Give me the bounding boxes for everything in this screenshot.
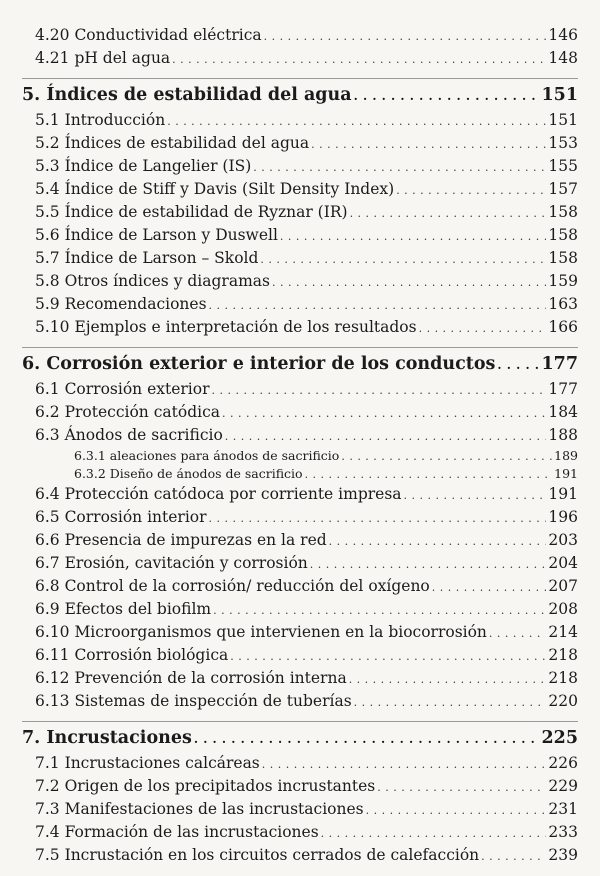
toc-entry-title: 4.20 Conductividad eléctrica [35, 26, 262, 44]
dot-leader [419, 317, 547, 340]
toc-page-number: 196 [548, 508, 578, 526]
toc-entry-title: 6.2 Protección catódica [35, 403, 220, 421]
toc-entry-title: 6.4 Protección catódoca por corriente impresa [35, 485, 402, 503]
toc-entry-title: 7.5 Incrustación en los circuitos cerrados de calefacción [35, 846, 480, 864]
toc-page-number: 189 [554, 448, 578, 463]
toc-entry-title: 7.3 Manifestaciones de las incrustaciones [35, 800, 364, 818]
toc-page-number: 191 [554, 466, 578, 481]
dot-leader [209, 294, 547, 317]
toc-entry [22, 575, 578, 598]
toc-page-number: 218 [548, 646, 578, 664]
toc-entry [22, 178, 578, 201]
toc-page-number: 151 [541, 85, 578, 105]
toc-entry [22, 247, 578, 270]
toc-entry-title: 6.12 Prevención de la corrosión interna [35, 669, 347, 687]
dot-leader [209, 507, 547, 530]
dot-leader [260, 248, 546, 271]
toc-entry [22, 316, 578, 339]
toc-entry [22, 47, 578, 70]
chapter-divider [22, 78, 578, 79]
toc-page-number: 155 [548, 157, 578, 175]
toc-entry-title: 6.3.1 aleaciones para ánodos de sacrificio [74, 448, 340, 463]
toc-entry-title: 5.2 Índices de estabilidad del agua [35, 134, 310, 152]
toc-entry-title: 6.11 Corrosión biológica [35, 646, 229, 664]
toc-entry-title: 6.1 Corrosión exterior [35, 380, 210, 398]
toc-chapter-heading [22, 726, 578, 751]
dot-leader [404, 484, 547, 507]
dot-leader [272, 271, 546, 294]
chapter-divider [22, 721, 578, 722]
toc-entry-title: 7. Incrustaciones [22, 728, 192, 748]
dot-leader [280, 225, 546, 248]
toc-entry [22, 401, 578, 424]
toc-page-number: 151 [548, 111, 578, 129]
toc-page-number: 226 [548, 754, 578, 772]
chapter-divider [22, 347, 578, 348]
toc-page-number: 184 [548, 403, 578, 421]
toc-entry [22, 378, 578, 401]
toc-page-number: 163 [548, 295, 578, 313]
toc-entry [22, 598, 578, 621]
toc-entry-title: 6. Corrosión exterior e interior de los conductos [22, 354, 496, 374]
toc-page-number: 203 [548, 531, 578, 549]
toc-page-number: 191 [548, 485, 578, 503]
toc-page-number: 153 [548, 134, 578, 152]
toc-entry [22, 506, 578, 529]
toc-entry-title: 6.6 Presencia de impurezas en la red [35, 531, 327, 549]
dot-leader [432, 576, 547, 599]
toc-subentry [22, 447, 578, 465]
toc-entry [22, 24, 578, 47]
dot-leader [222, 402, 546, 425]
toc-entry [22, 201, 578, 224]
toc-entry-title: 6.10 Microorganismos que intervienen en la biocorrosión [35, 623, 487, 641]
toc-entry [22, 155, 578, 178]
toc-entry-title: 6.8 Control de la corrosión/ reducción del oxígeno [35, 577, 430, 595]
toc-entry [22, 529, 578, 552]
toc-entry [22, 109, 578, 132]
table-of-contents [22, 24, 578, 867]
toc-entry-title: 5.7 Índice de Larson – Skold [35, 249, 259, 267]
toc-page-number: 225 [541, 728, 578, 748]
toc-entry-title: 5.1 Introducción [35, 111, 166, 129]
toc-page-number: 146 [548, 26, 578, 44]
dot-leader [377, 776, 546, 799]
dot-leader [311, 133, 546, 156]
toc-page-number: 188 [548, 426, 578, 444]
toc-entry-title: 5.8 Otros índices y diagramas [35, 272, 270, 290]
dot-leader [213, 599, 546, 622]
toc-entry [22, 644, 578, 667]
dot-leader [194, 727, 540, 752]
dot-leader [354, 84, 540, 109]
toc-entry-title: 7.4 Formación de las incrustaciones [35, 823, 319, 841]
toc-page-number: 220 [548, 692, 578, 710]
toc-entry [22, 844, 578, 867]
dot-leader [225, 425, 547, 448]
dot-leader [354, 691, 547, 714]
toc-page-number: 207 [548, 577, 578, 595]
dot-leader [329, 530, 547, 553]
dot-leader [253, 156, 546, 179]
toc-entry-title: 4.21 pH del agua [35, 49, 171, 67]
toc-page-number: 158 [548, 226, 578, 244]
toc-page-number: 177 [548, 380, 578, 398]
dot-leader [167, 110, 546, 133]
dot-leader [366, 799, 547, 822]
toc-entry [22, 224, 578, 247]
toc-entry-title: 5. Índices de estabilidad del agua [22, 85, 352, 105]
toc-entry-title: 6.7 Erosión, cavitación y corrosión [35, 554, 308, 572]
toc-page-number: 233 [548, 823, 578, 841]
toc-page-number: 218 [548, 669, 578, 687]
toc-page-number: 229 [548, 777, 578, 795]
dot-leader [321, 822, 547, 845]
toc-entry [22, 293, 578, 316]
toc-entry-title: 5.10 Ejemplos e interpretación de los resultados [35, 318, 417, 336]
toc-chapter-heading [22, 83, 578, 108]
toc-page-number: 166 [548, 318, 578, 336]
toc-entry [22, 752, 578, 775]
toc-entry-title: 5.6 Índice de Larson y Duswell [35, 226, 278, 244]
dot-leader [481, 845, 546, 868]
toc-entry-title: 7.1 Incrustaciones calcáreas [35, 754, 260, 772]
toc-entry-title: 5.5 Índice de estabilidad de Ryznar (IR) [35, 203, 348, 221]
dot-leader [230, 645, 546, 668]
dot-leader [489, 622, 546, 645]
toc-page-number: 214 [548, 623, 578, 641]
dot-leader [262, 753, 547, 776]
dot-leader [350, 202, 547, 225]
toc-entry-title: 5.3 Índice de Langelier (IS) [35, 157, 252, 175]
dot-leader [349, 668, 547, 691]
toc-subentry [22, 465, 578, 483]
toc-page-number: 159 [548, 272, 578, 290]
toc-entry [22, 775, 578, 798]
toc-page-number: 157 [548, 180, 578, 198]
toc-page-number: 158 [548, 203, 578, 221]
dot-leader [212, 379, 547, 402]
toc-entry-title: 6.3 Ánodos de sacrificio [35, 426, 223, 444]
toc-entry-title: 5.4 Índice de Stiff y Davis (Silt Density Index) [35, 180, 395, 198]
toc-entry [22, 424, 578, 447]
toc-entry [22, 667, 578, 690]
toc-entry-title: 6.3.2 Diseño de ánodos de sacrificio [74, 466, 303, 481]
toc-entry [22, 483, 578, 506]
toc-page-number: 204 [548, 554, 578, 572]
toc-entry [22, 270, 578, 293]
dot-leader [264, 25, 547, 48]
toc-entry-title: 6.9 Efectos del biofilm [35, 600, 212, 618]
dot-leader [396, 179, 546, 202]
dot-leader [172, 48, 546, 71]
toc-page-number: 239 [548, 846, 578, 864]
toc-page-number: 208 [548, 600, 578, 618]
toc-entry-title: 7.2 Origen de los precipitados incrustantes [35, 777, 376, 795]
toc-entry [22, 621, 578, 644]
dot-leader [341, 448, 552, 466]
dot-leader [497, 353, 539, 378]
toc-entry [22, 132, 578, 155]
toc-page-number: 231 [548, 800, 578, 818]
toc-entry [22, 552, 578, 575]
dot-leader [305, 466, 553, 484]
toc-entry [22, 798, 578, 821]
toc-page-number: 158 [548, 249, 578, 267]
toc-page-number: 148 [548, 49, 578, 67]
toc-page-number: 177 [541, 354, 578, 374]
toc-entry-title: 6.13 Sistemas de inspección de tuberías [35, 692, 352, 710]
toc-entry [22, 690, 578, 713]
toc-entry-title: 6.5 Corrosión interior [35, 508, 207, 526]
toc-entry-title: 5.9 Recomendaciones [35, 295, 207, 313]
dot-leader [310, 553, 547, 576]
toc-chapter-heading [22, 352, 578, 377]
toc-entry [22, 821, 578, 844]
